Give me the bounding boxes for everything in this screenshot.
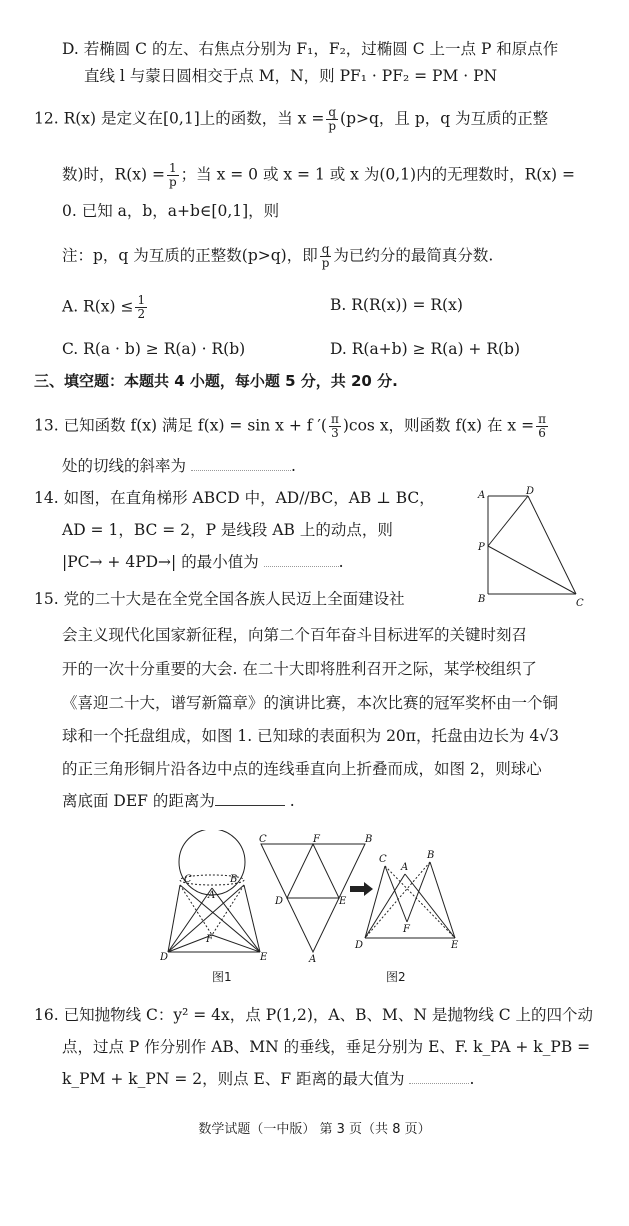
q12-frac-1p [167, 162, 179, 189]
q12-text-b: (p>q，且 p，q 为互质的正整 [340, 109, 549, 128]
midpoint-triangle [287, 844, 339, 898]
q16-line2: 点，过点 P 作分别作 AB、MN 的垂线，垂足分别为 E、F. k_PA + k_PB = [62, 1038, 591, 1056]
q12-option-a-frac [135, 294, 147, 321]
fig1-label-c: C [184, 874, 192, 885]
figure-2-folding [255, 834, 465, 964]
q12-line3: 0. 已知 a，b，a+b∈[0,1]，则 [62, 202, 280, 220]
fig2-label-a: A [309, 954, 317, 964]
q13-frac-pi3 [329, 413, 341, 440]
q15-line4: 《喜迎二十大，谱写新篇章》的演讲比赛，本次比赛的冠军奖杯由一个铜 [62, 694, 559, 712]
fold-edge-5 [365, 874, 405, 938]
q15-line6: 的正三角形铜片沿各边中点的连线垂直向上折叠而成，如图 2，则球心 [62, 760, 542, 778]
fold-dash-2 [365, 862, 430, 938]
q15-line1: 15. 党的二十大是在全党全国各族人民迈上全面建设社 [34, 590, 405, 608]
frac-numerator: 1 [167, 162, 179, 176]
q12-frac-qp [326, 106, 338, 133]
q11-option-d-line2: 直线 l 与蒙日圆相交于点 M，N，则 PF₁ · PF₂ = PM · PN [84, 67, 498, 85]
q16-text: k_PM + k_PN = 2，则点 E、F 距离的最大值为 [62, 1070, 405, 1088]
segment-pd [488, 496, 528, 546]
frac-denominator: p [328, 119, 337, 133]
q12-option-d: D. R(a+b) ≥ R(a) + R(b) [330, 340, 521, 358]
fig2r-label-a: A [401, 862, 409, 873]
q12-text-d: ；当 x = 0 或 x = 1 或 x 为(0,1)内的无理数时，R(x) = [180, 165, 576, 184]
fig1-label-b: B [230, 874, 238, 885]
q13-text-a: 13. 已知函数 f(x) 满足 f(x) = sin x + f ′( [34, 416, 327, 435]
arrow-icon [350, 882, 373, 896]
fig2r-label-b: B [427, 850, 435, 861]
q13-text-c: 处的切线的斜率为 [62, 457, 187, 475]
fig2r-label-d: D [355, 940, 364, 951]
q14-line3: |PC→ + 4PD→| 的最小值为 . [62, 553, 344, 571]
fig2-label-f: F [313, 834, 320, 845]
q12-option-c: C. R(a · b) ≥ R(a) · R(b) [62, 340, 246, 358]
q15-line2: 会主义现代化国家新征程，向第二个百年奋斗目标进军的关键时刻召 [62, 626, 528, 644]
q13-line1 [34, 413, 550, 440]
q12-note-b: 为已约分的最简真分数. [333, 246, 494, 265]
fold-edge-6 [405, 874, 455, 938]
label-b: B [478, 594, 486, 605]
label-d: D [526, 486, 535, 497]
fold-edge-4 [430, 862, 455, 938]
q16-line1: 16. 已知抛物线 C：y² = 4x，点 P(1,2)，A、B、M、N 是抛物线 C 上的四个动 [34, 1006, 594, 1024]
frac-numerator: π [330, 412, 339, 426]
frac-numerator: π [538, 412, 546, 426]
figure-1-caption: 图1 [212, 970, 232, 984]
fold-edge-2 [385, 866, 407, 922]
q12-option-a-text: A. R(x) ≤ [62, 297, 134, 316]
q13-text-b: )cos x，则函数 f(x) 在 x = [342, 416, 535, 435]
q12-line1 [34, 106, 548, 133]
segment-dc [528, 496, 576, 594]
label-a: A [478, 490, 486, 501]
q15-line5: 球和一个托盘组成，如图 1. 已知球的表面积为 20π，托盘由边长为 4√3 [62, 727, 560, 745]
q12-line2 [62, 162, 575, 189]
page-footer: 数学试题（一中版） 第 3 页（共 8 页） [198, 1122, 431, 1137]
q15-answer-blank[interactable] [215, 791, 285, 806]
q13-answer-blank[interactable] [191, 456, 291, 471]
fig1-label-a: A [208, 890, 216, 901]
label-c: C [576, 598, 584, 609]
frac-denominator: 3 [331, 426, 339, 440]
fig2r-label-f: F [403, 924, 410, 935]
figure-2-caption: 图2 [386, 970, 406, 984]
frac-numerator: 1 [137, 293, 146, 307]
segment-pc [488, 546, 576, 594]
q16-answer-blank[interactable] [409, 1069, 469, 1084]
q13-frac-pi6 [536, 413, 548, 440]
tray-edge-cd [168, 885, 180, 952]
fig2r-label-e: E [451, 940, 459, 951]
frac-denominator: 2 [137, 307, 146, 321]
fig1-label-e: E [260, 952, 268, 962]
q15-line7: 离底面 DEF 的距离为 . [62, 792, 295, 810]
label-p: P [478, 542, 485, 553]
q15-text: 离底面 DEF 的距离为 [62, 792, 215, 810]
q16-line3: k_PM + k_PN = 2，则点 E、F 距离的最大值为 . [62, 1070, 475, 1088]
fig2r-label-c: C [379, 854, 387, 865]
tray-inner-5 [180, 885, 260, 952]
frac-denominator: p [321, 256, 330, 270]
tray-inner-4 [212, 935, 260, 952]
q15-line3: 开的一次十分重要的大会. 在二十大即将胜利召开之际，某学校组织了 [62, 660, 537, 678]
tray-inner-2 [212, 885, 244, 935]
fig2-label-b: B [365, 834, 373, 845]
frac-denominator: p [168, 175, 177, 189]
frac-denominator: 6 [538, 426, 546, 440]
fig2-label-e: E [339, 896, 347, 907]
q14-text: |PC→ + 4PD→| 的最小值为 [62, 553, 259, 571]
q12-option-a [62, 294, 149, 321]
q12-note-a: 注：p，q 为互质的正整数(p>q)，即 [62, 246, 318, 265]
trapezoid-figure [470, 484, 590, 610]
q14-line2: AD = 1，BC = 2，P 是线段 AB 上的动点，则 [62, 521, 393, 539]
q12-text-c: 数)时，R(x) = [62, 165, 165, 184]
fold-edge-1 [365, 866, 385, 938]
q12-text-a: 12. R(x) 是定义在[0,1]上的函数，当 x = [34, 109, 325, 128]
q12-note-frac [320, 243, 332, 270]
fig2-label-c: C [259, 834, 267, 845]
frac-numerator: q [321, 242, 330, 256]
q11-option-d-line1: D. 若椭圆 C 的左、右焦点分别为 F₁，F₂，过椭圆 C 上一点 P 和原点作 [62, 40, 559, 58]
fig1-label-f: F [206, 934, 213, 945]
q13-line2: 处的切线的斜率为 . [62, 457, 296, 475]
q14-line1: 14. 如图，在直角梯形 ABCD 中，AD//BC，AB ⊥ BC， [34, 489, 435, 507]
fig2-label-d: D [275, 896, 284, 907]
section-3-heading: 三、填空题：本题共 4 小题，每小题 5 分，共 20 分. [34, 372, 398, 390]
q12-option-b: B. R(R(x)) = R(x) [330, 296, 463, 314]
q12-note [62, 243, 493, 270]
frac-numerator: q [328, 105, 337, 119]
fig1-label-d: D [160, 952, 169, 962]
q14-answer-blank[interactable] [264, 552, 339, 567]
